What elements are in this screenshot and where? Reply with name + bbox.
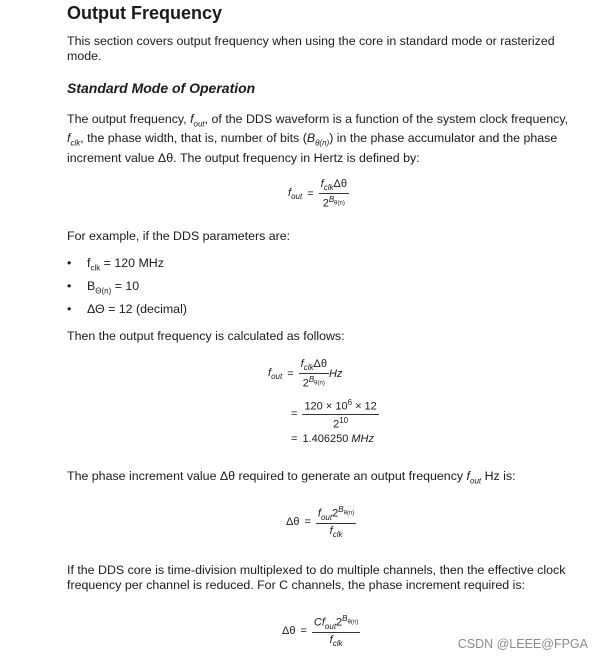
equation-calc-line2: = $\frac{120 \times 10^6 \times 12}{2^{10}}$ — [291, 398, 377, 431]
example-intro: For example, if the DDS parameters are: — [67, 229, 291, 243]
intro-paragraph: This section covers output frequency when using the core in standard mode or rasterized mode. — [67, 34, 555, 63]
phase-increment-paragraph: The phase increment value Δθ required to generate an output frequency $f_{out}$ Hz is: — [67, 469, 516, 486]
equation-dtheta-multichannel: Δθ = $\frac{Cf_{out}2^{B_{\theta(n)}}}{f_{clk}}$ — [282, 614, 359, 649]
calc-intro: Then the output frequency is calculated as follows: — [67, 329, 345, 343]
equation-calc-result: = 1.406250 MHz — [291, 433, 374, 445]
document-page: Output Frequency This section covers output frequency when using the core in standard mode or rasterized mode. Standard Mode of Operation The output frequency, $f_{out}$, of the DDS waveform is a function of the system clock frequency, $f_{clk}$, the phase width, that is, number of bits $(B_{\theta(n)})$ in the phase accumulator and the phase increment value Δθ. The output frequency in Hertz is defined by: $f_{out}$ = $\frac{f_{clk}\Delta\theta}{2^{B_{\theta(n)}}}$ For example, if the DDS parameters are: • $f_{clk} = 120$ MHz • $B_{\Theta(n)} = 10$ • ΔΘ = 12 (decimal) Then the output frequency is calculated as follows: $f_{out}$ = $\frac{f_{clk}\Delta\theta}{2^{B_{\theta(n)}}}$ Hz = $\frac{120 \times 10^6 \times 12}{2^{10}}$ = 1.406250 MHz The phase increment value Δθ required to generate an output frequency $f_{out}$ Hz is: Δθ = $\frac{f_{out}2^{B_{\theta(n)}}}{f_{clk}}$ If the DDS core is time-division multiplexed to do multiple channels, then the effective clock frequency per channel is reduced. For C channels, the phase increment required is: Δθ = $\frac{Cf_{out}2^{B_{\theta(n)}}}{f_{clk}}$ CSDN @LEEE@FPGA — [0, 0, 604, 659]
section-title: Output Frequency — [67, 3, 223, 23]
watermark: CSDN @LEEE@FPGA — [457, 637, 588, 651]
equation-fout: $f_{out}$ = $\frac{f_{clk}\Delta\theta}{2^{B_{\theta(n)}}}$ — [288, 178, 347, 210]
equation-dtheta: Δθ = $\frac{f_{out}2^{B_{\theta(n)}}}{f_{clk}}$ — [286, 505, 355, 540]
equation-calc-line1: $f_{out}$ = $\frac{f_{clk}\Delta\theta}{2^{B_{\theta(n)}}}$ Hz — [268, 358, 343, 390]
multichannel-paragraph: If the DDS core is time-division multiplexed to do multiple channels, then the effective clock frequency per channel is reduced. For C channels, the phase increment required is: — [67, 563, 566, 592]
output-frequency-paragraph: The output frequency, $f_{out}$, of the DDS waveform is a function of the system clock frequency, $f_{clk}$, the phase width, that is, number of bits $(B_{\theta(n)})$ in the phase accumulator and the phase increment value Δθ. The output frequency in Hertz is defined by: — [67, 112, 569, 165]
subsection-title: Standard Mode of Operation — [67, 80, 256, 96]
